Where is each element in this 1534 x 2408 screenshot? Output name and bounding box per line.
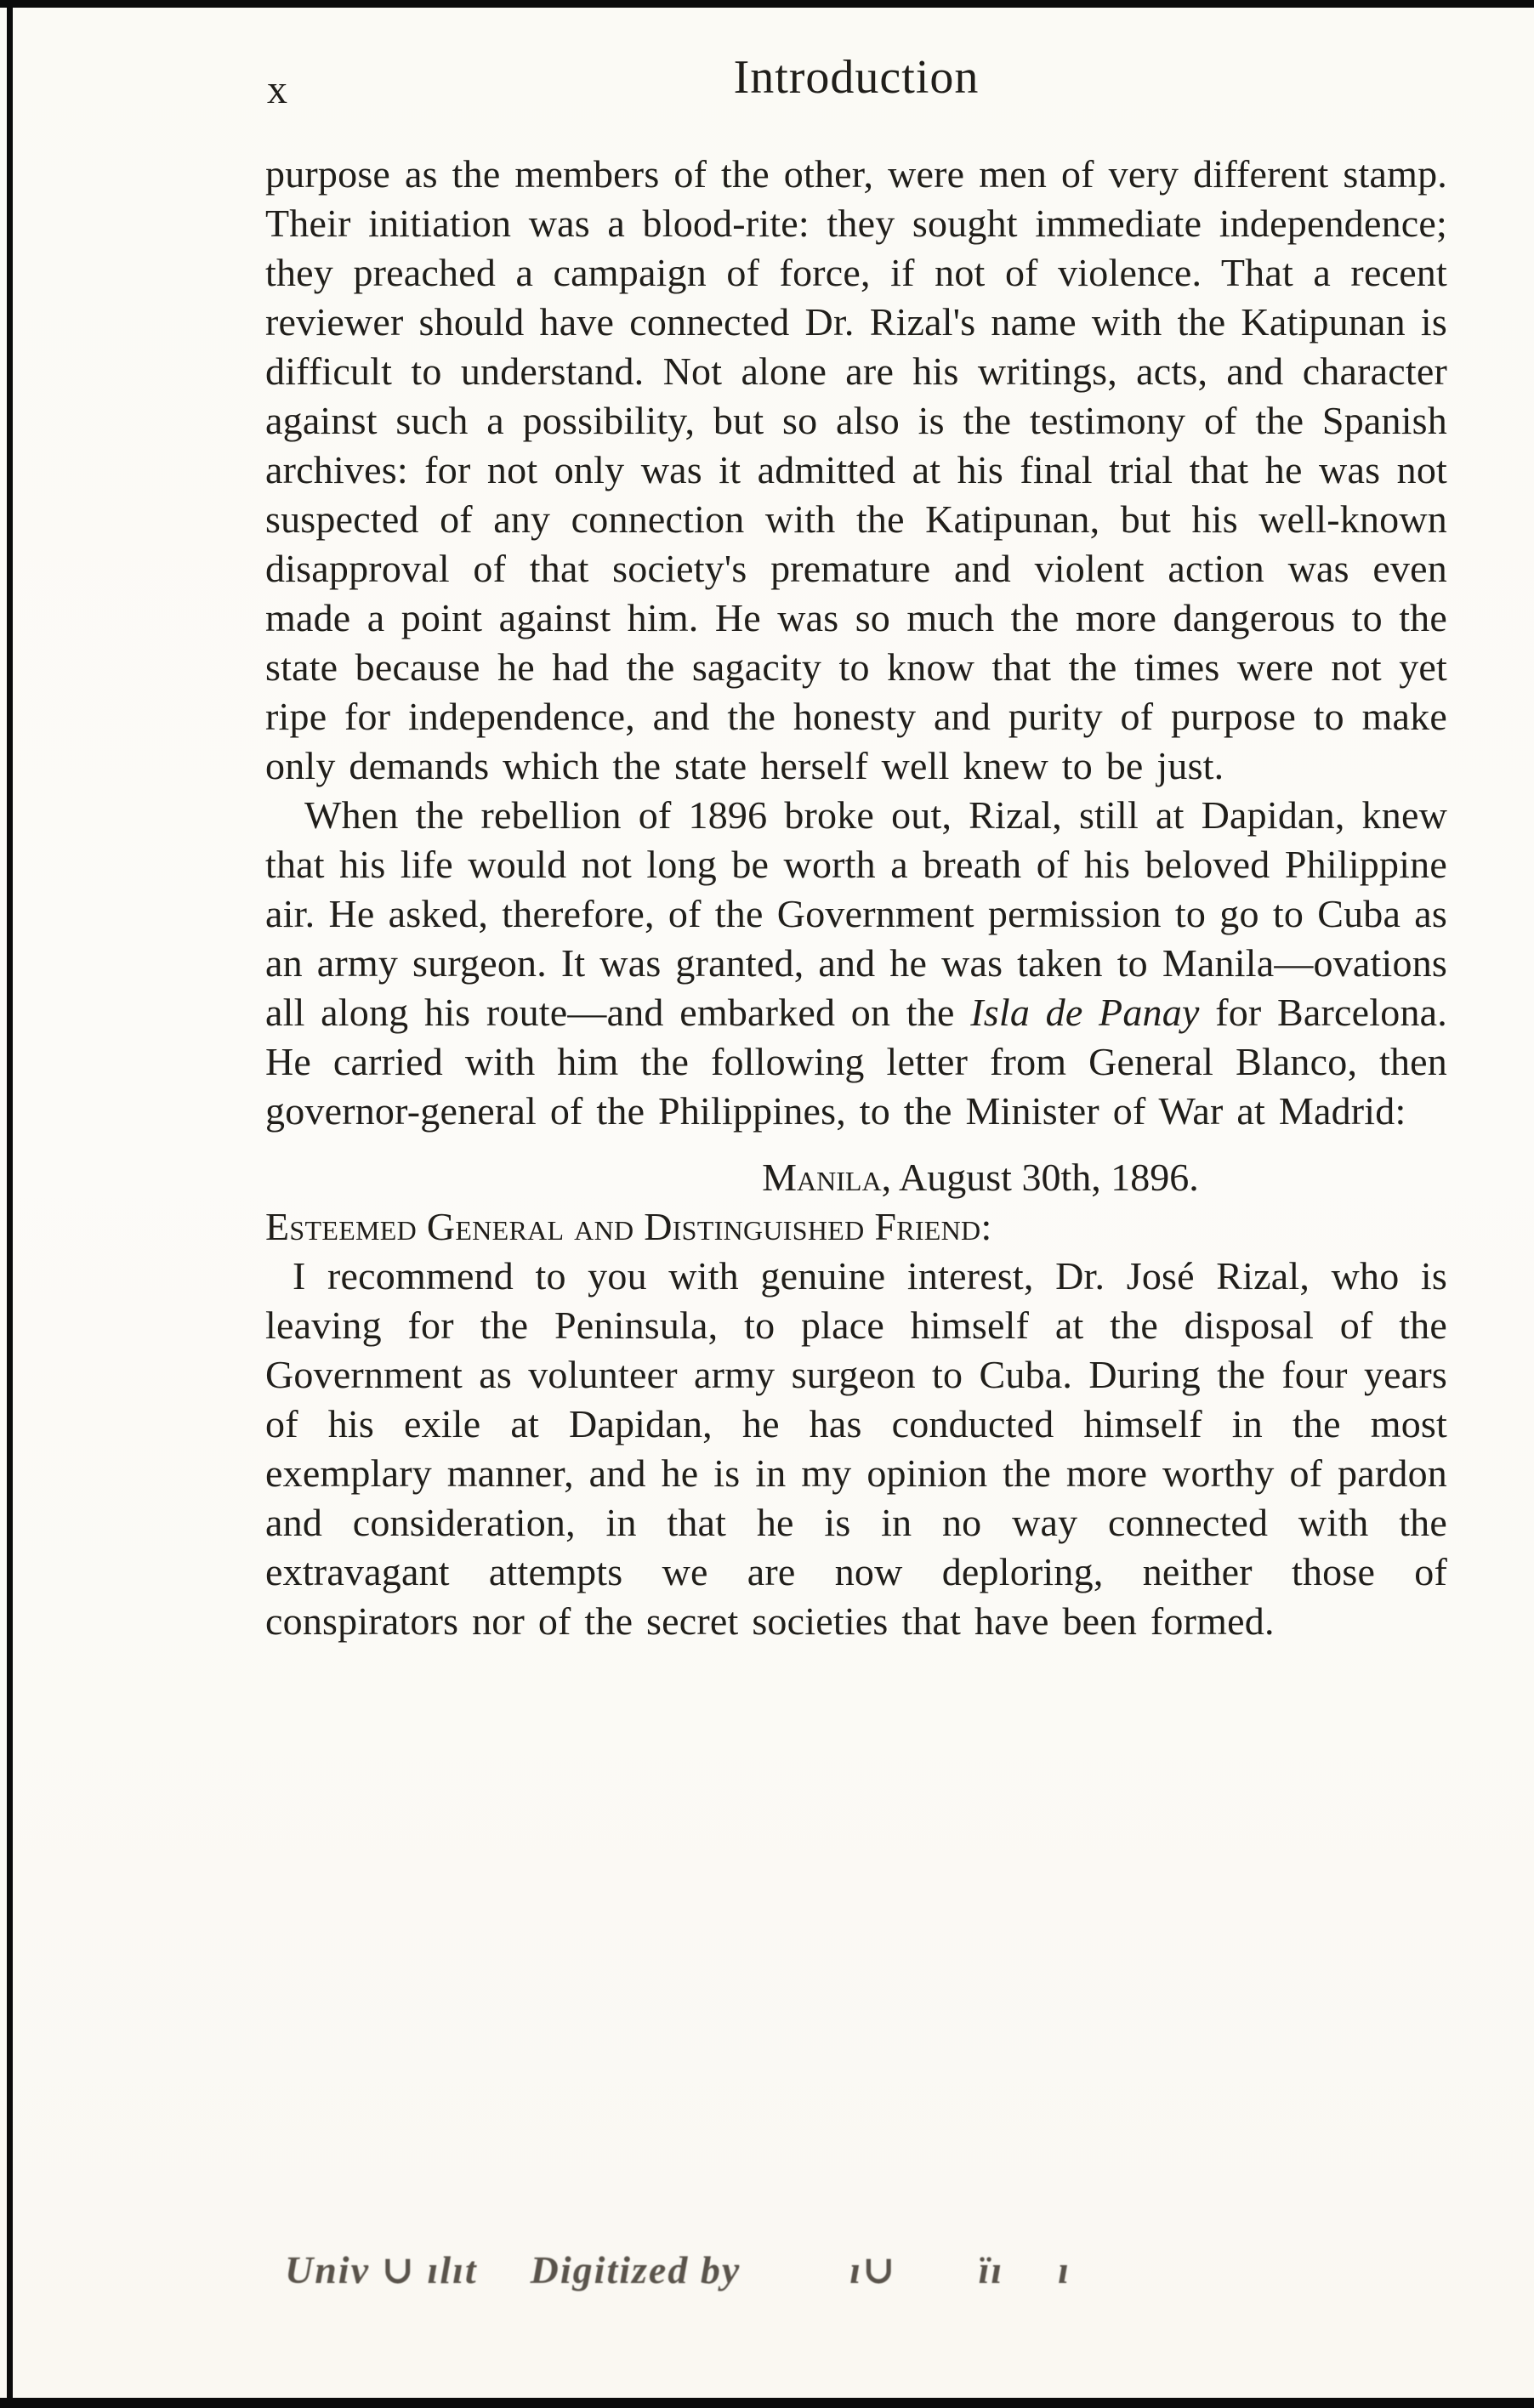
page-header bbox=[265, 44, 1447, 111]
stamp-fragment-1: Univ ∪ ılıt bbox=[285, 2248, 478, 2292]
text-block bbox=[265, 44, 1447, 1646]
stamp-fragment-3: ïı bbox=[978, 2248, 1004, 2292]
scan-edge-left bbox=[7, 0, 13, 2408]
stamp-digitized-by: Digitized by bbox=[530, 2248, 741, 2292]
page-number: x bbox=[267, 67, 287, 112]
letter-dateline-date: , August 30th, 1896. bbox=[881, 1156, 1199, 1199]
paragraph-2-text-after: for Barcelona. He carried with him the following letter from General Blanco, then governor-general of the Philippines, to the Minister of War at Madrid: bbox=[265, 991, 1447, 1133]
letter-dateline bbox=[265, 1153, 1447, 1202]
letter-dateline-place: Manila bbox=[762, 1156, 882, 1199]
ship-name: Isla de Panay bbox=[970, 991, 1200, 1034]
digitized-by-stamp bbox=[285, 2246, 1237, 2292]
stamp-fragment-2: ı∪ bbox=[849, 2248, 897, 2292]
scan-edge-bottom bbox=[0, 2398, 1534, 2408]
page-title: Introduction bbox=[733, 51, 980, 104]
paragraph-1: purpose as the members of the other, were men of very different stamp. Their initiation was a blood-rite: they sought immediate independence; they preached a campaign of force, if not of violence. That a recent reviewer should have connected Dr. Rizal's name with the Katipunan is difficult to understand. Not alone are his writings, acts, and character against such a possibility, but so also is the testimony of the Spanish archives: for not only was it admitted at his final trial that he was not suspected of any connection with the Katipunan, but his well-known disapproval of that society's premature and violent action was even made a point against him. He was so much the more dangerous to the state because he had the sagacity to know that the times were not yet ripe for independence, and the honesty and purity of purpose to make only demands which the state herself well knew to be just. bbox=[265, 152, 1447, 787]
stamp-fragment-4: ı bbox=[1058, 2248, 1071, 2292]
paragraph-2-text-before: When the rebellion of 1896 broke out, Rizal, still at Dapidan, knew that his life would not long be worth a breath of his beloved Philippine air. He asked, therefore, of the Government permission to go to Cuba as an army surgeon. It was granted, and he was taken to Manila—ovations all along his route—and embarked on the bbox=[265, 793, 1447, 1034]
letter-body: I recommend to you with genuine interest, Dr. José Rizal, who is leaving for the Peninsula, to place himself at the disposal of the Government as volunteer army surgeon to Cuba. During the four years of his exile at Dapidan, he has conducted himself in the most exemplary manner, and he is in my opinion the more worthy of pardon and consideration, in that he is in no way connected with the extravagant attempts we are now deploring, neither those of conspirators nor of the secret societies that have been formed. bbox=[265, 1254, 1447, 1643]
paragraph-2 bbox=[265, 791, 1447, 1136]
letter-salutation: Esteemed General and Distinguished Friend: bbox=[265, 1205, 992, 1248]
scan-edge-top bbox=[0, 0, 1534, 8]
